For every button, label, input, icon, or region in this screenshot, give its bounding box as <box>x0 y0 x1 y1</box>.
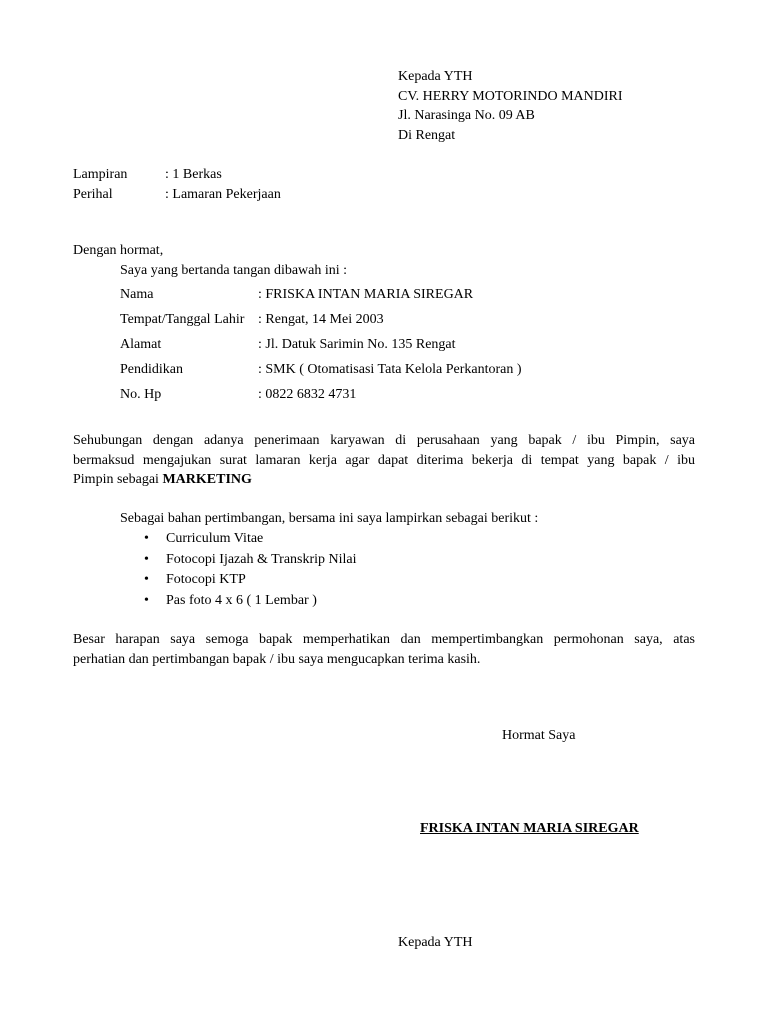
body-paragraph-2 <box>73 630 695 669</box>
paragraph-line: perhatian dan pertimbangan bapak / ibu saya mengucapkan terima kasih. <box>73 651 481 667</box>
identity-value: : SMK ( Otomatisasi Tata Kelola Perkantoran ) <box>258 362 522 377</box>
identity-value: : FRISKA INTAN MARIA SIREGAR <box>258 287 474 302</box>
meta-label: Perihal <box>73 186 113 202</box>
recipient-address <box>398 67 623 145</box>
list-item <box>144 550 357 571</box>
list-item <box>144 570 357 591</box>
attachment-text: Fotocopi Ijazah & Transkrip Nilai <box>166 551 357 567</box>
paragraph-line <box>73 470 695 490</box>
identity-label: No. Hp <box>120 387 162 402</box>
identity-label: Tempat/Tanggal Lahir <box>120 312 245 327</box>
attachments-intro: Sebagai bahan pertimbangan, bersama ini saya lampirkan sebagai berikut : <box>120 511 539 526</box>
list-item <box>144 529 357 550</box>
identity-label: Pendidikan <box>120 362 183 377</box>
position-applied: MARKETING <box>162 472 252 487</box>
bullet-icon: • <box>144 572 149 587</box>
bullet-icon: • <box>144 531 149 546</box>
attachment-text: Pas foto 4 x 6 ( 1 Lembar ) <box>166 592 317 608</box>
paragraph-line: Sehubungan dengan adanya penerimaan karyawan di perusahaan yang bapak / ibu Pimpin, saya <box>73 433 695 448</box>
salutation: Dengan hormat, <box>73 243 164 258</box>
identity-value: : Rengat, 14 Mei 2003 <box>258 312 384 327</box>
identity-value: : Jl. Datuk Sarimin No. 135 Rengat <box>258 337 456 352</box>
closing-phrase: Hormat Saya <box>502 728 576 743</box>
meta-value: : Lamaran Pekerjaan <box>165 186 281 202</box>
next-page-recipient: Kepada YTH <box>398 935 473 950</box>
meta-value: : 1 Berkas <box>165 167 222 182</box>
recipient-line: Kepada YTH <box>398 69 473 84</box>
body-paragraph-1 <box>73 431 695 490</box>
bullet-icon: • <box>144 551 149 567</box>
recipient-street: Jl. Narasinga No. 09 AB <box>398 108 535 123</box>
bullet-icon: • <box>144 592 149 608</box>
identity-label: Nama <box>120 287 154 302</box>
recipient-city: Di Rengat <box>398 127 456 143</box>
identity-value: : 0822 6832 4731 <box>258 387 357 402</box>
list-item <box>144 591 357 612</box>
intro-sentence: Saya yang bertanda tangan dibawah ini : <box>120 263 348 278</box>
meta-label: Lampiran <box>73 167 128 182</box>
paragraph-text: Pimpin sebagai <box>73 472 163 487</box>
identity-label: Alamat <box>120 337 162 352</box>
paragraph-line: Besar harapan saya semoga bapak memperhatikan dan mempertimbangkan permohonan saya, atas <box>73 632 695 647</box>
recipient-company: CV. HERRY MOTORINDO MANDIRI <box>398 88 623 104</box>
signature-name: FRISKA INTAN MARIA SIREGAR <box>420 821 639 836</box>
paragraph-line: bermaksud mengajukan surat lamaran kerja agar dapat diterima bekerja di tempat yang bapak / ibu <box>73 452 695 468</box>
attachment-text: Fotocopi KTP <box>166 572 246 587</box>
attachments-list <box>144 529 357 611</box>
attachment-text: Curriculum Vitae <box>166 531 264 546</box>
